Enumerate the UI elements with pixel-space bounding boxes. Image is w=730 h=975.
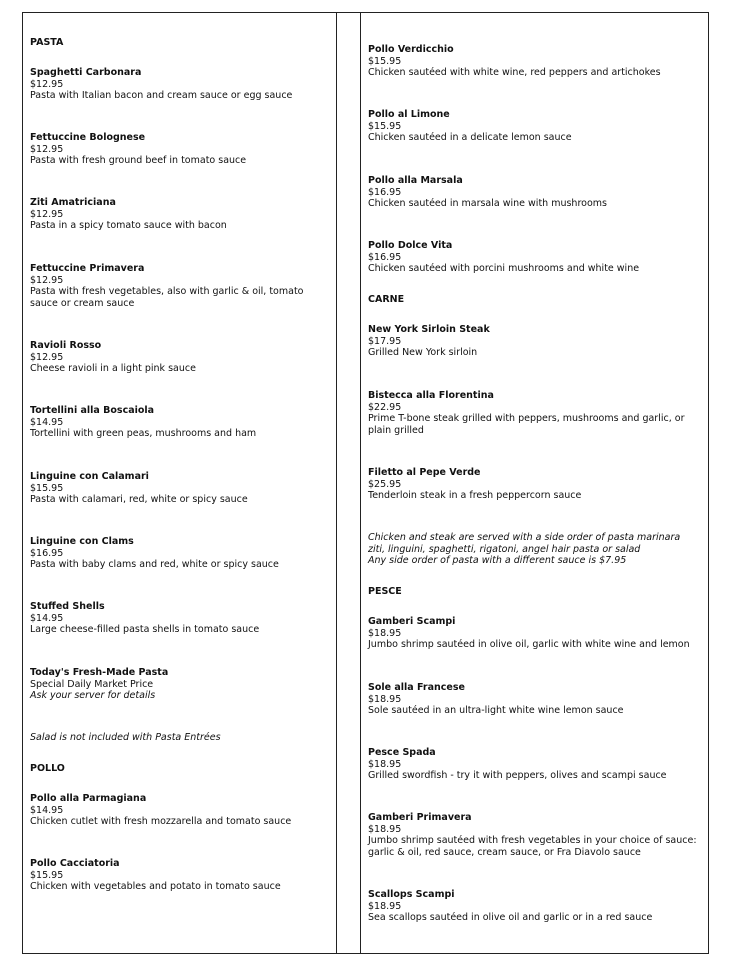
menu-item — [30, 197, 227, 232]
pasta-note: Salad is not included with Pasta Entrées — [30, 732, 221, 743]
item-price: $15.95 — [368, 55, 402, 67]
carne-note — [368, 532, 680, 567]
menu-item — [30, 67, 292, 102]
menu-item — [368, 812, 697, 858]
item-price: $17.95 — [368, 335, 402, 347]
section-heading-carne: CARNE — [368, 294, 405, 305]
item-name: Today's Fresh-Made Pasta — [30, 667, 169, 678]
item-name: Gamberi Primavera — [368, 812, 472, 823]
item-description: Pasta with baby clams and red, white or spicy sauce — [30, 559, 279, 571]
menu-item — [30, 263, 304, 309]
item-description: Pasta in a spicy tomato sauce with bacon — [30, 220, 227, 232]
menu-item — [368, 324, 490, 359]
item-name: Linguine con Calamari — [30, 471, 149, 482]
item-price: $18.95 — [368, 900, 402, 912]
item-description-continued: sauce or cream sauce — [30, 297, 135, 309]
item-name: Ziti Amatriciana — [30, 197, 116, 208]
item-description: Large cheese-filled pasta shells in tomato sauce — [30, 624, 260, 636]
carne-note-line: Chicken and steak are served with a side order of pasta marinara — [368, 532, 681, 543]
item-price: $12.95 — [30, 208, 64, 220]
item-name: Pollo Dolce Vita — [368, 240, 453, 251]
item-description: Chicken sautéed with white wine, red peppers and artichokes — [368, 67, 661, 79]
menu-item — [368, 467, 581, 502]
item-description: Tenderloin steak in a fresh peppercorn sauce — [368, 490, 582, 502]
item-name: Fettuccine Bolognese — [30, 132, 146, 143]
item-name: Pollo alla Parmagiana — [30, 793, 147, 804]
item-description: Chicken with vegetables and potato in tomato sauce — [30, 881, 281, 893]
item-description: Pasta with fresh ground beef in tomato sauce — [30, 155, 247, 167]
item-description: Chicken sautéed in marsala wine with mushrooms — [368, 198, 607, 210]
menu-item — [368, 616, 690, 651]
menu-item — [30, 793, 291, 828]
item-description: Cheese ravioli in a light pink sauce — [30, 363, 196, 375]
item-price: $18.95 — [368, 823, 402, 835]
item-name: Filetto al Pepe Verde — [368, 467, 481, 478]
item-name: Pollo Cacciatoria — [30, 858, 120, 869]
carne-note-line: ziti, linguini, spaghetti, rigatoni, angel hair pasta or salad — [368, 543, 641, 555]
item-price: $12.95 — [30, 143, 64, 155]
menu-item — [30, 667, 168, 702]
item-price: $15.95 — [30, 482, 64, 494]
menu-item — [368, 240, 639, 275]
item-description: Pasta with Italian bacon and cream sauce or egg sauce — [30, 90, 293, 102]
item-description: Pasta with calamari, red, white or spicy sauce — [30, 494, 248, 506]
menu-item — [368, 175, 607, 210]
item-price: $14.95 — [30, 612, 64, 624]
menu-item — [368, 682, 624, 717]
menu-item — [30, 340, 196, 375]
item-price: $16.95 — [368, 251, 402, 263]
item-description: Sea scallops sautéed in olive oil and garlic or in a red sauce — [368, 912, 653, 924]
item-description: Chicken cutlet with fresh mozzarella and tomato sauce — [30, 816, 292, 828]
item-name: Linguine con Clams — [30, 536, 134, 547]
item-price: $12.95 — [30, 351, 64, 363]
item-name: Ravioli Rosso — [30, 340, 102, 351]
menu-item — [30, 601, 259, 636]
item-name: Bistecca alla Florentina — [368, 390, 494, 401]
item-description: Ask your server for details — [30, 690, 156, 702]
item-description: Grilled swordfish - try it with peppers, olives and scampi sauce — [368, 770, 667, 782]
item-description: Jumbo shrimp sautéed with fresh vegetables in your choice of sauce: — [368, 835, 697, 847]
item-name: Spaghetti Carbonara — [30, 67, 142, 78]
item-description-continued: plain grilled — [368, 424, 424, 436]
item-name: Pollo Verdicchio — [368, 44, 454, 55]
item-price: $12.95 — [30, 274, 64, 286]
menu-item — [368, 390, 684, 436]
section-heading-pasta: PASTA — [30, 37, 64, 48]
item-price: $18.95 — [368, 758, 402, 770]
item-price: $16.95 — [30, 547, 64, 559]
item-name: Pollo al Limone — [368, 109, 450, 120]
menu-item — [368, 44, 661, 79]
menu-item — [368, 109, 572, 144]
menu-item — [30, 405, 256, 440]
item-price: $15.95 — [368, 120, 402, 132]
item-price: $22.95 — [368, 401, 402, 413]
item-price: Special Daily Market Price — [30, 678, 154, 690]
item-description: Sole sautéed in an ultra-light white wine lemon sauce — [368, 705, 624, 717]
item-name: Stuffed Shells — [30, 601, 105, 612]
menu-item — [30, 132, 246, 167]
item-name: Sole alla Francese — [368, 682, 465, 693]
item-description-continued: garlic & oil, red sauce, cream sauce, or Fra Diavolo sauce — [368, 846, 641, 858]
item-name: Tortellini alla Boscaiola — [30, 405, 155, 416]
item-description: Jumbo shrimp sautéed in olive oil, garlic with white wine and lemon — [368, 639, 690, 651]
item-price: $14.95 — [30, 416, 64, 428]
menu-item — [368, 747, 667, 782]
item-price: $25.95 — [368, 478, 402, 490]
section-heading-pesce: PESCE — [368, 586, 402, 597]
item-description: Grilled New York sirloin — [368, 347, 478, 359]
menu-item — [30, 858, 281, 893]
item-name: Pesce Spada — [368, 747, 436, 758]
item-price: $14.95 — [30, 804, 64, 816]
item-name: New York Sirloin Steak — [368, 324, 490, 335]
item-name: Pollo alla Marsala — [368, 175, 463, 186]
carne-note-line: Any side order of pasta with a different sauce is $7.95 — [368, 555, 627, 567]
item-name: Scallops Scampi — [368, 889, 455, 900]
menu-item — [30, 471, 248, 506]
item-description: Tortellini with green peas, mushrooms and ham — [30, 428, 257, 440]
item-price: $18.95 — [368, 693, 402, 705]
column-divider-right — [360, 12, 361, 954]
column-divider-left — [336, 12, 337, 954]
item-price: $12.95 — [30, 78, 64, 90]
item-description: Prime T-bone steak grilled with peppers, mushrooms and garlic, or — [368, 413, 685, 425]
menu-item — [368, 889, 652, 924]
menu-item — [30, 536, 279, 571]
item-description: Pasta with fresh vegetables, also with garlic & oil, tomato — [30, 286, 304, 298]
item-description: Chicken sautéed in a delicate lemon sauce — [368, 132, 572, 144]
item-name: Fettuccine Primavera — [30, 263, 145, 274]
section-heading-pollo: POLLO — [30, 763, 65, 774]
item-price: $18.95 — [368, 627, 402, 639]
item-price: $15.95 — [30, 869, 64, 881]
item-price: $16.95 — [368, 186, 402, 198]
item-name: Gamberi Scampi — [368, 616, 456, 627]
item-description: Chicken sautéed with porcini mushrooms and white wine — [368, 263, 640, 275]
